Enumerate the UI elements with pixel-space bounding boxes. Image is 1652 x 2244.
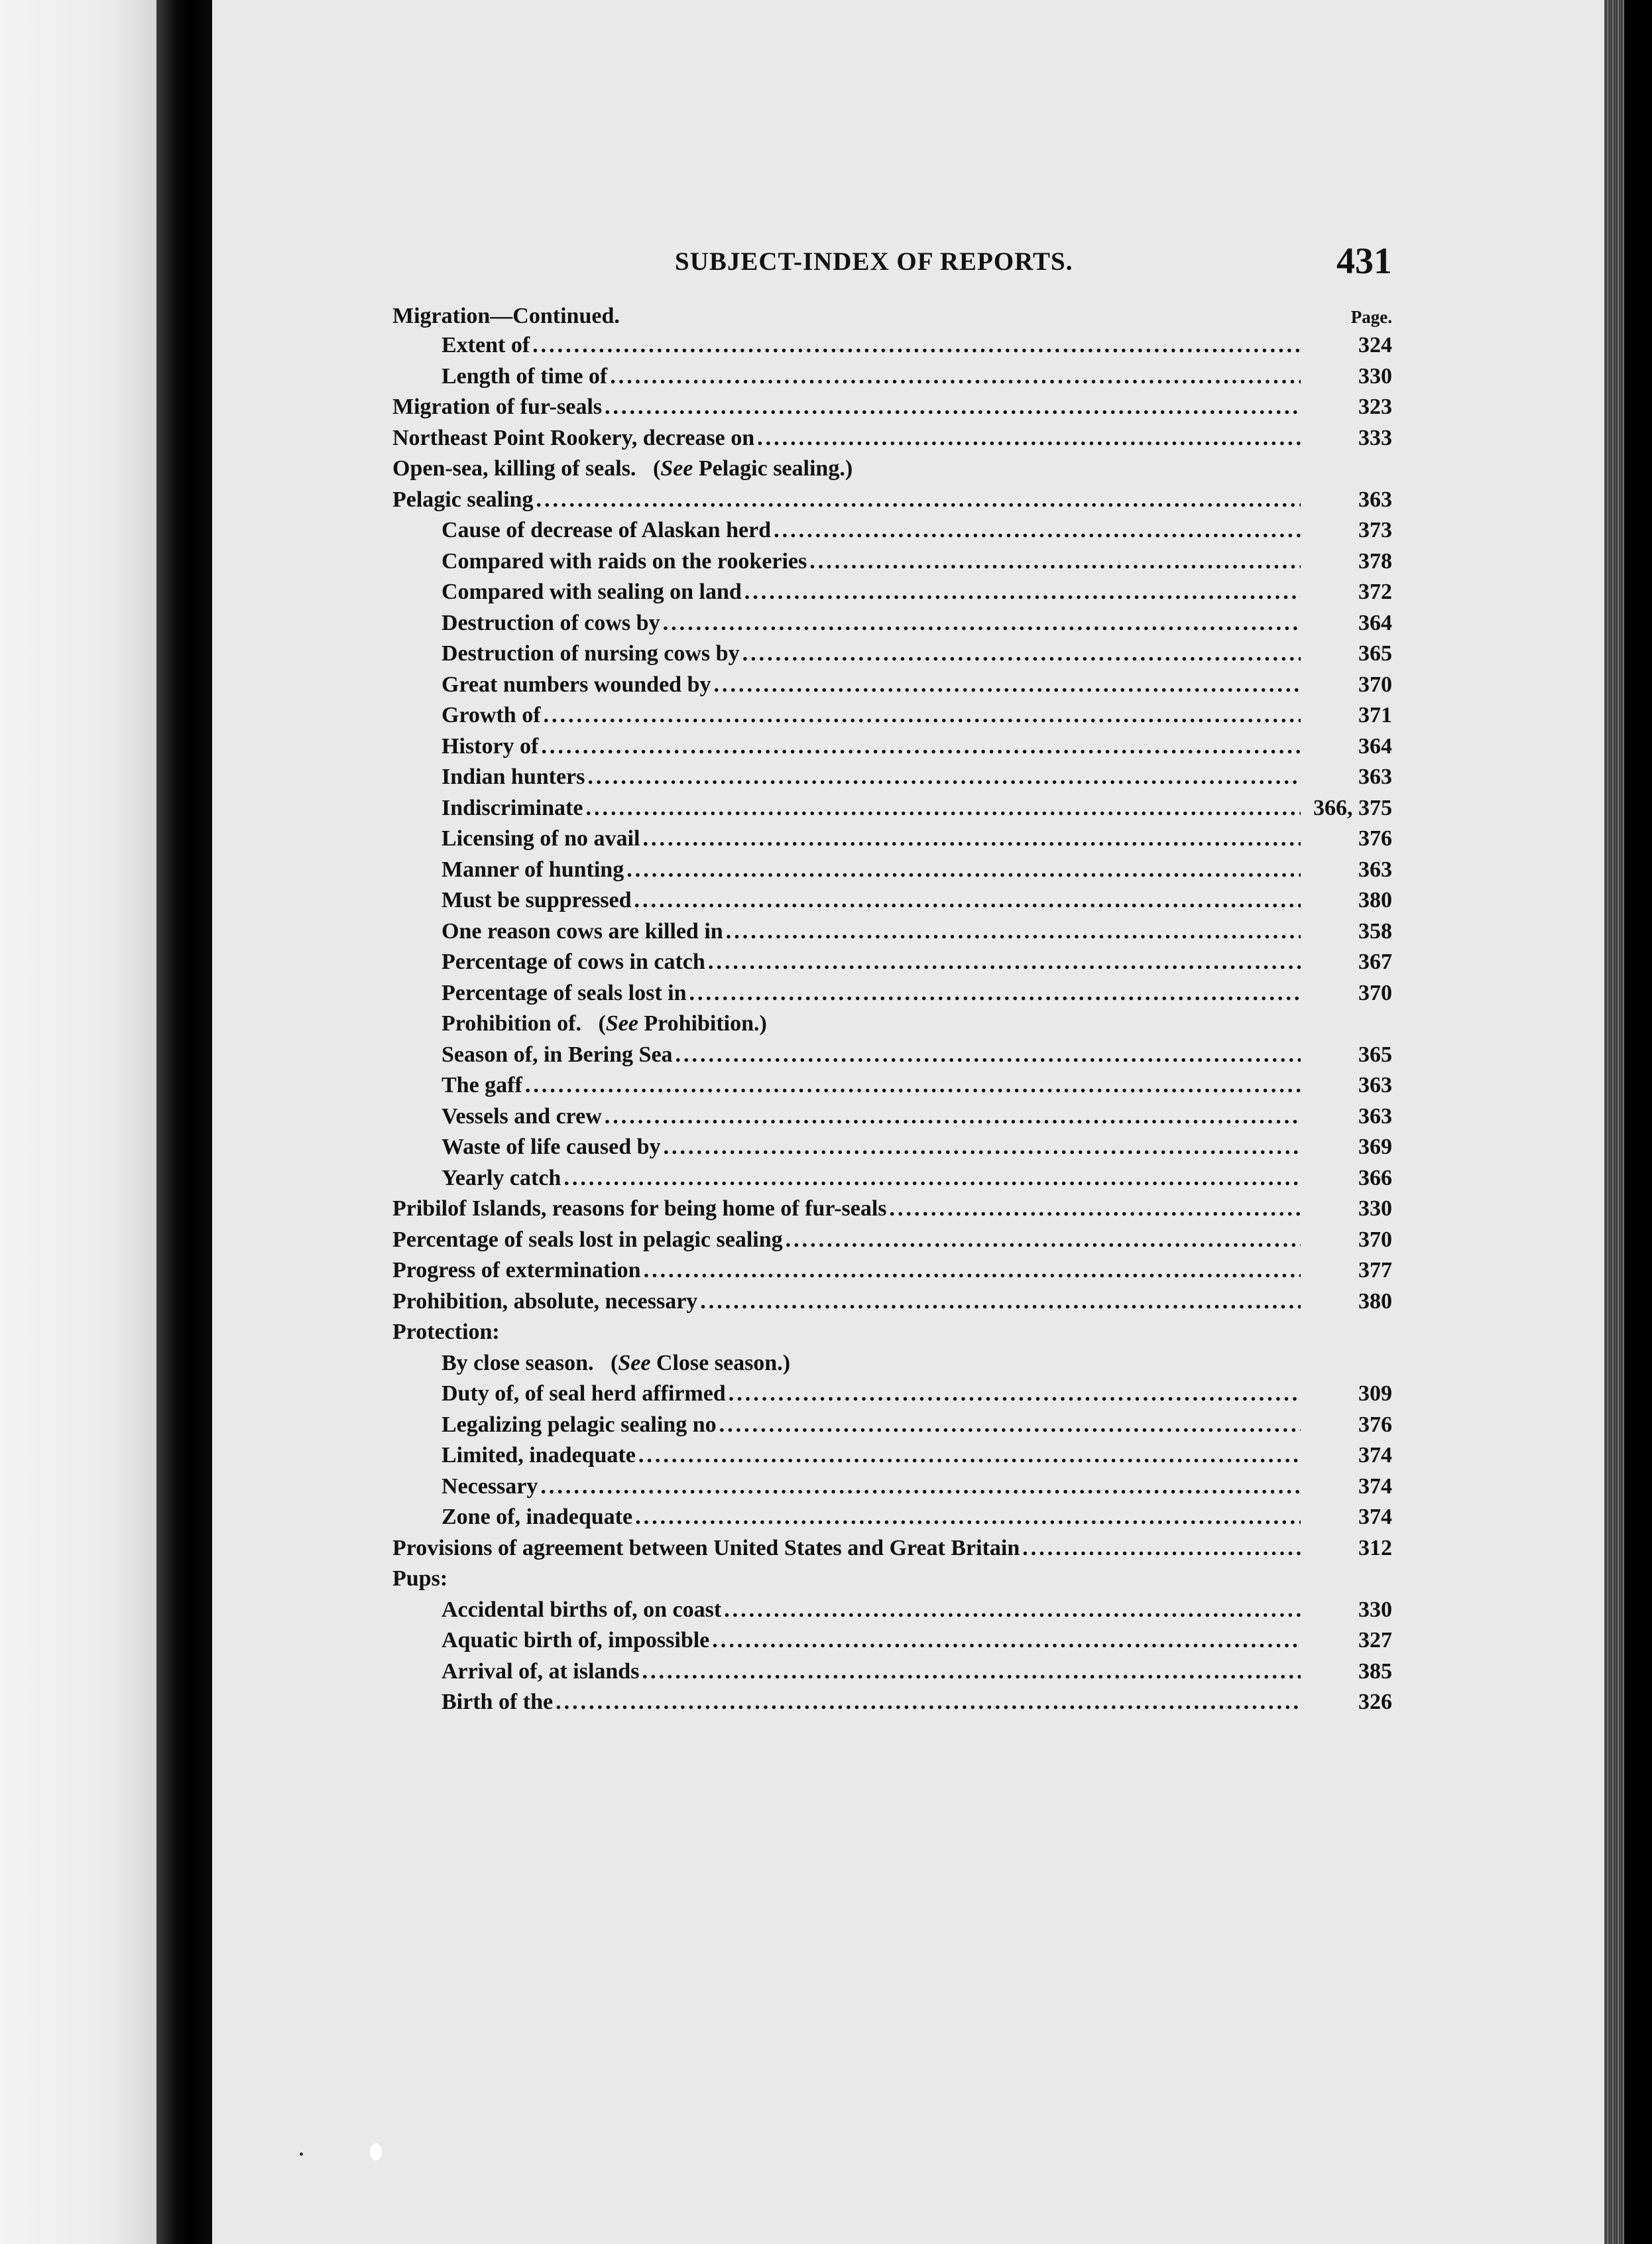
index-entry-term [442,1502,632,1533]
dot-leader [729,1379,1301,1410]
entry-term-text: Yearly catch [442,1165,561,1190]
index-entry-page: 369 [1358,1135,1392,1159]
entry-term-text: Manner of hunting [442,857,624,882]
entry-term-text: One reason cows are killed in [442,918,723,944]
entry-term-text: Percentage of seals lost in [442,980,687,1005]
dot-leader [809,546,1301,578]
index-entry-page: 373 [1358,518,1392,542]
page-column-label: Page. [1350,307,1392,327]
page-stack-edge [1604,0,1624,2244]
index-entry-term [442,515,771,546]
dot-leader [742,639,1301,670]
entry-term-text: Extent of [442,333,530,357]
index-entry-page: 365 [1358,1042,1392,1067]
index-entry-term [392,1194,887,1225]
index-entry-term [442,1440,636,1471]
dot-leader [719,1410,1301,1441]
index-entry [392,485,1392,516]
dot-leader [714,670,1301,701]
entry-term-text: Duty of, of seal herd affirmed [442,1381,726,1406]
book-gutter [156,0,212,2244]
entry-term-text: Birth of the [442,1690,554,1714]
index-entry [392,1194,1392,1225]
see-prefix: ( [611,1350,619,1375]
index-entry-page: 380 [1358,1288,1392,1314]
index-entry-page: 377 [1358,1258,1392,1282]
index-entry-page: 333 [1358,425,1392,450]
index-entry [392,1132,1392,1163]
index-entry [392,1101,1392,1133]
index-entry-page: 370 [1358,672,1392,697]
entry-term-text: Must be suppressed [442,888,632,912]
index-entry-term [442,1009,767,1040]
index-entry-page: 365 [1358,641,1392,666]
index-entry-term [392,392,602,423]
index-entry [392,1410,1392,1441]
index-entry-page: 363 [1358,487,1392,512]
index-entry-term [442,546,807,578]
dot-leader [585,793,1301,824]
dot-leader [635,1502,1301,1533]
index-entry [392,1040,1392,1071]
index-entry [392,546,1392,578]
index-entry-term [442,978,687,1009]
index-entry-term [442,577,742,608]
index-entry-term [442,855,624,886]
dot-leader [638,1440,1301,1471]
index-entry-page: 371 [1358,703,1392,727]
dot-leader [700,1286,1301,1318]
entry-term-text: Necessary [442,1473,538,1499]
index-entry [392,1163,1392,1194]
index-entry [392,577,1392,608]
index-entry [392,1009,1392,1040]
dot-leader [724,1595,1301,1626]
index-entry-term [442,762,585,793]
index-entry [392,824,1392,855]
dot-leader [774,515,1301,546]
index-entry [392,423,1392,454]
index-entry [392,515,1392,546]
index-entry [392,1533,1392,1564]
index-entry-page: 374 [1358,1443,1392,1467]
see-prefix: ( [598,1011,606,1036]
entry-term-text: Compared with sealing on land [442,580,742,604]
dot-leader [626,855,1301,886]
dot-leader [605,392,1301,423]
page-number: 431 [1336,241,1392,282]
index-entry-page: 374 [1358,1505,1392,1529]
index-entry-page: 324 [1358,333,1392,357]
index-entry-term [442,608,660,639]
see-reference-target: Close season.) [656,1350,791,1375]
dot-leader [664,1132,1301,1163]
entry-term-text: Growth of [442,703,541,727]
running-title: SUBJECT-INDEX OF REPORTS. [675,247,1073,276]
index-entry-term [442,793,583,824]
index-entry-term [392,1225,783,1256]
dot-leader [587,762,1301,793]
index-entry-page: 378 [1358,548,1392,574]
index-entry [392,1348,1392,1379]
index-entry-page: 358 [1358,918,1392,944]
index-entry-page: 385 [1358,1658,1392,1684]
entry-term-text: Limited, inadequate [442,1443,636,1467]
see-reference-target: Pelagic sealing.) [698,456,853,481]
entry-term-text: Provisions of agreement between United States and Great Britain [392,1535,1020,1560]
index-entry-page: 363 [1358,1103,1392,1129]
entry-term-text: Progress of extermination [392,1258,641,1282]
index-entry-page: 370 [1358,1227,1392,1252]
subject-index-list [392,302,1392,1718]
index-entry [392,361,1392,393]
dot-leader [541,731,1301,763]
entry-term-text: Pups: [392,1566,448,1591]
index-entry-page: 372 [1358,580,1392,604]
entry-term-text: Protection: [392,1320,500,1344]
index-entry [392,1379,1392,1410]
dot-leader [708,947,1301,978]
index-entry [392,454,1392,485]
entry-term-text: Percentage of cows in catch [442,950,705,974]
see-reference-word: See [605,1011,638,1036]
entry-term-text: Aquatic birth of, impossible [442,1628,710,1652]
dot-leader [689,978,1301,1009]
entry-term-text: The gaff [442,1073,522,1097]
entry-term-text: Waste of life caused by [442,1135,661,1159]
index-entry [392,762,1392,793]
index-entry-term [442,1070,522,1101]
index-entry-page: 374 [1358,1473,1392,1499]
dot-leader [536,485,1301,516]
index-entry [392,700,1392,731]
index-entry-term [392,454,853,485]
index-entry-term [442,1163,561,1194]
see-reference-word: See [618,1350,651,1375]
see-reference-word: See [660,456,693,481]
index-entry-page: 363 [1358,765,1392,789]
index-entry-term [442,1595,721,1626]
entry-term-text: History of [442,733,539,759]
index-entry [392,947,1392,978]
index-entry-term [442,361,607,393]
index-entry-page: 366 [1358,1165,1392,1190]
index-entry [392,1564,1392,1595]
index-entry [392,1625,1392,1656]
index-entry [392,855,1392,886]
entry-term-text: Length of time of [442,363,608,389]
index-entry-term [392,1533,1020,1564]
index-entry-page: 367 [1358,950,1392,974]
dot-leader [556,1687,1301,1718]
index-entry [392,392,1392,423]
index-entry [392,1502,1392,1533]
index-entry-term [442,947,705,978]
entry-term-text: Season of, in Bering Sea [442,1042,673,1067]
dot-leader [544,700,1301,731]
index-entry [392,330,1392,361]
entry-term-text: Accidental births of, on coast [442,1597,722,1622]
index-entry-page: 326 [1358,1690,1392,1714]
dot-leader [757,423,1301,454]
index-entry-page: 364 [1358,733,1392,759]
dot-leader [540,1471,1301,1503]
dot-leader [634,885,1301,916]
dot-leader [1022,1533,1301,1564]
index-entry [392,1070,1392,1101]
index-entry-term [442,330,530,361]
index-entry [392,1595,1392,1626]
index-entry-page: 330 [1358,1597,1392,1622]
dot-leader [642,824,1301,855]
index-entry-term [442,670,711,701]
index-entry-term [442,1132,661,1163]
entry-term-text: Prohibition of. [442,1011,581,1036]
index-entry-term [442,824,640,855]
dot-leader [525,1070,1301,1101]
index-entry-term [442,1687,553,1718]
entry-term-text: Percentage of seals lost in pelagic sealing [392,1227,783,1252]
scan-speck [300,2152,303,2156]
index-entry-term [442,916,723,948]
index-entry-page: 376 [1358,826,1392,851]
index-entry-term [442,639,740,670]
index-entry-term [442,1101,602,1133]
dot-leader [532,330,1301,361]
index-entry-term [442,1348,790,1379]
entry-term-text: Vessels and crew [442,1103,602,1129]
dot-leader [744,577,1301,608]
dot-leader [642,1656,1301,1688]
index-entry [392,1440,1392,1471]
index-entry-page: 312 [1358,1535,1392,1560]
entry-term-text: Zone of, inadequate [442,1505,633,1529]
dot-leader [563,1163,1301,1194]
index-entry-term [442,885,632,916]
see-reference-target: Prohibition.) [644,1011,767,1036]
index-entry-page: 366, 375 [1313,795,1392,820]
index-entry-term [392,1255,641,1286]
index-entry [392,670,1392,701]
dot-leader [663,608,1301,639]
entry-term-text: Open-sea, killing of seals. [392,456,636,481]
index-entry-page: 330 [1358,363,1392,389]
dot-leader [726,916,1301,948]
index-entry-term [442,1379,726,1410]
entry-term-text: Indian hunters [442,765,585,789]
index-entry-term [442,1410,717,1441]
entry-term-text: Pribilof Islands, reasons for being home of fur-seals [392,1196,887,1221]
dot-leader [644,1255,1301,1286]
index-entry-page: 309 [1358,1381,1392,1406]
index-entry-term [442,1625,709,1656]
index-entry [392,916,1392,948]
index-entry [392,1286,1392,1318]
index-entry [392,608,1392,639]
index-entry [392,731,1392,763]
entry-term-text: Pelagic sealing [392,487,534,512]
entry-term-text: Licensing of no avail [442,826,640,851]
entry-term-text: By close season. [442,1350,594,1375]
entry-term-text: Cause of decrease of Alaskan herd [442,518,772,542]
entry-term-text: Prohibition, absolute, necessary [392,1288,698,1314]
index-entry-page: 380 [1358,888,1392,912]
index-entry-term [442,1656,639,1688]
index-entry [392,639,1392,670]
index-entry [392,1471,1392,1503]
index-entry-page: 363 [1358,1073,1392,1097]
entry-term-text: Legalizing pelagic sealing no [442,1412,717,1437]
dot-leader [890,1194,1301,1225]
index-entry-page: 323 [1358,395,1392,419]
index-entry-page: 370 [1358,980,1392,1005]
index-heading-row [392,302,1392,330]
dot-leader [605,1101,1301,1133]
entry-term-text: Destruction of cows by [442,610,660,635]
see-prefix: ( [652,456,661,481]
index-entry-page: 363 [1358,857,1392,882]
dot-leader [610,361,1301,393]
index-entry-page: 327 [1358,1628,1392,1652]
index-entry-page: 376 [1358,1412,1392,1437]
index-entry [392,885,1392,916]
entry-term-text: Arrival of, at islands [442,1658,640,1684]
index-entry-term [442,1040,673,1071]
index-entry [392,793,1392,824]
index-entry-term [442,1471,538,1503]
index-entry [392,1255,1392,1286]
scan-speck [370,2143,382,2160]
index-entry-term [392,485,533,516]
entry-term-text: Northeast Point Rookery, decrease on [392,425,755,450]
index-entry [392,1687,1392,1718]
facing-page-edge [0,0,156,2244]
index-entry-term [392,1564,447,1595]
index-entry [392,1317,1392,1348]
entry-term-text: Great numbers wounded by [442,672,711,697]
dot-leader [676,1040,1301,1071]
index-entry-term [392,1286,697,1318]
index-entry [392,1656,1392,1688]
index-entry-term [392,1317,500,1348]
page-header [675,240,1392,286]
index-entry [392,978,1392,1009]
entry-term-text: Migration of fur-seals [392,395,603,419]
index-entry [392,1225,1392,1256]
index-entry-term [392,423,754,454]
index-entry-term [442,731,538,763]
index-entry-page: 330 [1358,1196,1392,1221]
dot-leader [786,1225,1301,1256]
entry-term-text: Destruction of nursing cows by [442,641,740,666]
dot-leader [712,1625,1301,1656]
entry-term-text: Compared with raids on the rookeries [442,548,807,574]
entry-term-text: Indiscriminate [442,795,583,820]
index-entry-page: 364 [1358,610,1392,635]
index-heading: Migration—Continued. [392,304,620,328]
index-entry-term [442,700,541,731]
